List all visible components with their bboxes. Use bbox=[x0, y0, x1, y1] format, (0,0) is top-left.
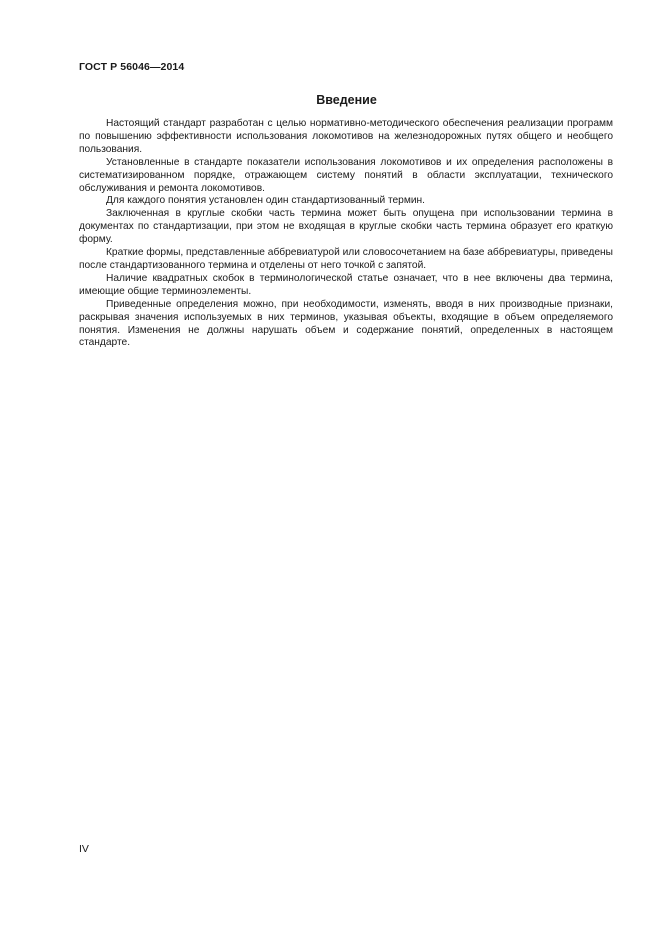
paragraph: Приведенные определения можно, при необходимости, изменять, вводя в них производные признаки, раскрывая значения используемых в них терминов, указывая объекты, входящие в объем определяемого понятия. Изменения не должны нарушать объем и содержание понятий, определенных в настоящем стандарте. bbox=[79, 298, 613, 349]
paragraph: Наличие квадратных скобок в терминологической статье означает, что в нее включены два термина, имеющие общие терминоэлементы. bbox=[79, 272, 613, 297]
document-code: ГОСТ Р 56046—2014 bbox=[79, 61, 185, 73]
paragraph: Установленные в стандарте показатели использования локомотивов и их определения расположены в систематизированном порядке, отражающем систему понятий в области эксплуатации, технического обслуживания и ремонта локомотивов. bbox=[79, 156, 613, 194]
paragraph: Заключенная в круглые скобки часть термина может быть опущена при использовании термина в документах по стандартизации, при этом не входящая в круглые скобки часть термина образует его краткую форму. bbox=[79, 208, 613, 246]
page-number: IV bbox=[79, 843, 89, 855]
paragraph: Краткие формы, представленные аббревиатурой или словосочетанием на базе аббревиатуры, приведены после стандартизованного термина и отделены от него точкой с запятой. bbox=[79, 247, 613, 271]
paragraph: Настоящий стандарт разработан с целью нормативно-методического обеспечения реализации программ по повышению эффективности использования локомотивов на железнодорожных путях общего и необщего пользования. bbox=[79, 118, 613, 155]
section-title: Введение bbox=[316, 93, 377, 107]
paragraph: Для каждого понятия установлен один стандартизованный термин. bbox=[106, 195, 425, 207]
body-text bbox=[79, 118, 613, 350]
